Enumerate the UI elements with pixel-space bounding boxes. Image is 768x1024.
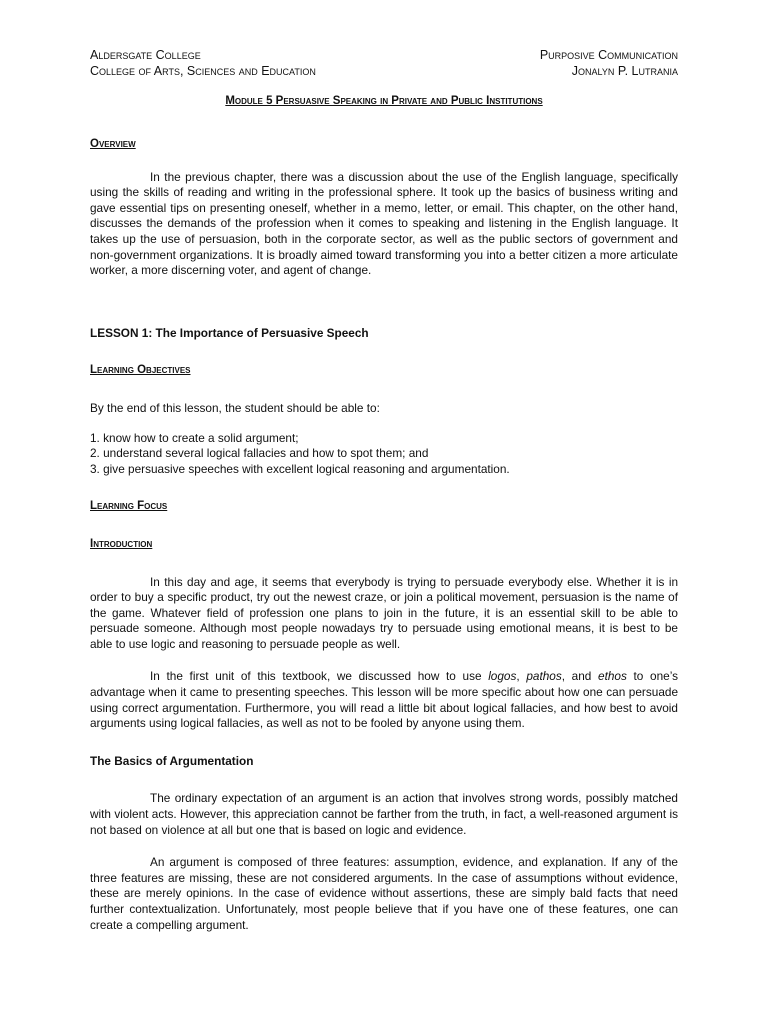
basics-paragraph-1: The ordinary expectation of an argument is an action that involves strong words, possibly matched with violent acts. However, this appreciation cannot be farther from the truth, in fact, a well-reasoned argument is not based on violence at all but one that is based on logic and evidence. [90, 791, 678, 837]
focus-heading: Learning Focus [90, 500, 168, 513]
list-item: 3. give persuasive speeches with excellent logical reasoning and argumentation. [90, 461, 510, 476]
term-logos: logos [488, 669, 517, 684]
introduction-paragraph-2 [90, 669, 678, 731]
term-ethos: ethos [598, 669, 627, 684]
introduction-paragraph-1: In this day and age, it seems that everybody is trying to persuade everybody else. Whether it is in order to buy a specific product, try out the newest craze, or join a political movement, persuasion is the name of the game. Whatever field of profession one plans to join in the future, it is an essential skill to be able to persuade someone. Although most people nowadays try to persuade using emotional means, it is best to be able to use logic and reasoning to persuade people as well. [90, 574, 678, 651]
institution-name: Aldersgate College [90, 48, 201, 62]
overview-paragraph: In the previous chapter, there was a discussion about the use of the English language, specifically using the skills of reading and writing in the professional sphere. It took up the basics of business writing and gave essential tips on presenting oneself, whether in a memo, letter, or email. This chapter, on the other hand, discusses the demands of the profession when it comes to speaking and listening in the English language. It takes up the use of persuasion, both in the corporate sector, as well as the public sectors of government and non-government organizations. It is broadly aimed toward transforming you into a better citizen a more articulate worker, a more discerning voter, and agent of change. [90, 169, 678, 278]
overview-heading: Overview [90, 138, 136, 150]
lesson-title: LESSON 1: The Importance of Persuasive Speech [90, 325, 369, 340]
author-name: Jonalyn P. Lutrania [571, 64, 678, 78]
basics-heading: The Basics of Argumentation [90, 753, 254, 768]
objectives-list [90, 431, 678, 478]
header-right [540, 47, 678, 79]
document-body [90, 137, 678, 933]
basics-paragraph-2: An argument is composed of three features: assumption, evidence, and explanation. If any of the three features are missing, these are not considered arguments. In the case of assumptions without evidence, these are merely opinions. In the case of evidence without assertions, these are simply bald facts that need further contextualization. Unfortunately, most people believe that if you have one of these features, one can create a compelling argument. [90, 855, 678, 932]
module-title: Module 5 Persuasive Speaking in Private and Public Institutions [225, 95, 543, 107]
objectives-intro: By the end of this lesson, the student should be able to: [90, 400, 380, 415]
list-item: 2. understand several logical fallacies and how to spot them; and [90, 446, 429, 461]
course-name: Purposive Communication [539, 48, 678, 62]
text-run: to one’s advantage when it came to presenting speeches. This lesson will be more specific about how one can persuade using correct argumentation. Furthermore, you will read a little bit about logical fallacies, and how best to avoid arguments using logical fallacies, as well as not to be fooled by anyone using them. [90, 669, 679, 731]
text-run: In the first unit of this textbook, we discussed how to use [150, 669, 489, 684]
text-run: , [516, 669, 527, 684]
college-name: College of Arts, Sciences and Education [90, 64, 316, 78]
term-pathos: pathos [526, 669, 562, 684]
text-run: , and [561, 669, 599, 684]
list-item: 1. know how to create a solid argument; [90, 430, 299, 445]
objectives-heading: Learning Objectives [90, 364, 191, 377]
header-left [90, 47, 316, 79]
introduction-heading: Introduction [90, 537, 153, 550]
